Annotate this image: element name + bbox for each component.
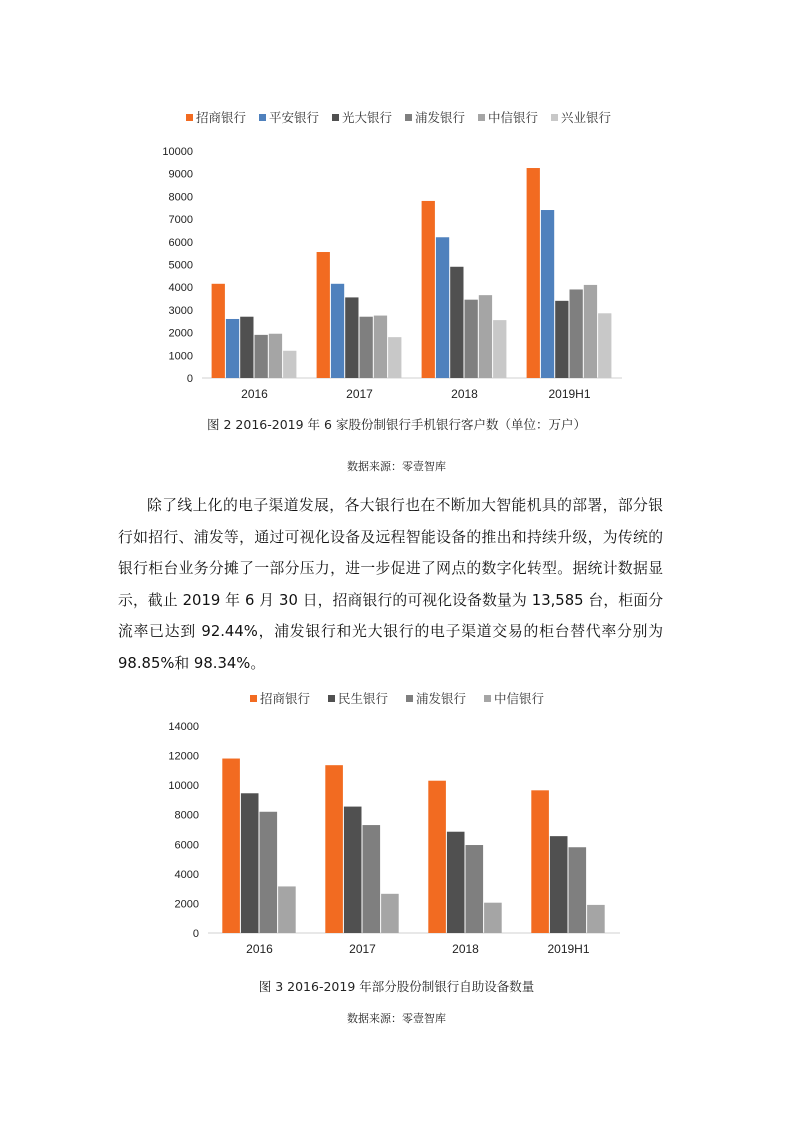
legend-label: 招商银行: [260, 692, 311, 706]
legend-swatch: [484, 695, 491, 702]
legend-swatch: [551, 114, 558, 121]
bar: [360, 317, 373, 378]
bar: [569, 847, 587, 933]
bar: [531, 790, 549, 933]
bar: [436, 237, 449, 378]
bank-app-customers-chart: [0, 100, 793, 500]
legend-label: 兴业银行: [561, 111, 612, 125]
bar: [447, 832, 465, 933]
y-tick-label: 2000: [168, 327, 193, 340]
bar: [479, 295, 492, 378]
y-tick-label: 6000: [174, 839, 199, 852]
y-tick-label: 10000: [168, 780, 199, 793]
bar: [428, 781, 446, 933]
x-tick-label: 2017: [346, 387, 373, 401]
y-tick-label: 5000: [168, 259, 193, 272]
bar: [527, 168, 540, 378]
bar: [450, 267, 463, 378]
y-tick-label: 10000: [162, 146, 193, 158]
bar: [541, 210, 554, 378]
bar: [465, 300, 478, 378]
y-tick-label: 2000: [174, 898, 199, 911]
bar: [241, 793, 259, 933]
bar: [344, 807, 362, 933]
legend-swatch: [250, 695, 257, 702]
y-tick-label: 8000: [168, 191, 193, 204]
bar: [325, 765, 343, 933]
legend-swatch: [405, 114, 412, 121]
x-tick-label: 2017: [349, 942, 376, 956]
bar: [222, 759, 240, 933]
bar: [317, 252, 330, 378]
bar: [260, 812, 278, 933]
figure-3-caption: 图 3 2016-2019 年部分股份制银行自助设备数量: [258, 979, 535, 994]
bar: [422, 201, 435, 378]
legend-swatch: [478, 114, 485, 121]
y-tick-label: 7000: [168, 214, 193, 227]
bar: [283, 351, 296, 378]
bar: [212, 284, 225, 378]
self-service-devices-chart: [0, 680, 793, 970]
y-tick-label: 12000: [168, 750, 199, 763]
x-tick-label: 2018: [451, 387, 478, 401]
bar: [269, 334, 282, 378]
legend-swatch: [406, 695, 413, 702]
legend-label: 招商银行: [196, 111, 247, 125]
y-tick-label: 3000: [168, 304, 193, 317]
x-tick-label: 2018: [452, 942, 479, 956]
bar: [555, 301, 568, 378]
figure-2-source: 数据来源：零壹智库: [347, 460, 446, 473]
x-tick-label: 2019H1: [548, 387, 591, 401]
legend-label: 光大银行: [342, 111, 393, 125]
x-tick-label: 2016: [241, 387, 268, 401]
y-tick-label: 14000: [168, 721, 199, 733]
bar: [484, 903, 502, 933]
bar: [493, 320, 506, 378]
bar: [466, 845, 484, 933]
bar: [587, 905, 605, 933]
bar: [278, 886, 296, 933]
bar: [570, 289, 583, 378]
bar: [331, 284, 344, 378]
legend-label: 民生银行: [338, 692, 389, 706]
figure-2-caption: 图 2 2016-2019 年 6 家股份制银行手机银行客户数（单位：万户）: [207, 417, 586, 432]
bar: [374, 316, 387, 378]
x-tick-label: 2019H1: [547, 942, 590, 956]
legend-swatch: [259, 114, 266, 121]
y-tick-label: 8000: [174, 809, 199, 822]
bar: [226, 319, 239, 378]
bar: [240, 317, 253, 378]
legend-label: 中信银行: [488, 111, 539, 125]
legend-label: 中信银行: [494, 692, 545, 706]
bar: [345, 297, 358, 378]
y-tick-label: 4000: [168, 282, 193, 295]
y-tick-label: 1000: [168, 350, 193, 363]
legend-swatch: [186, 114, 193, 121]
y-tick-label: 0: [186, 373, 193, 385]
y-tick-label: 0: [192, 928, 199, 940]
x-tick-label: 2016: [246, 942, 273, 956]
y-tick-label: 6000: [168, 236, 193, 249]
y-tick-label: 4000: [174, 868, 199, 881]
figure-3-source: 数据来源：零壹智库: [347, 1012, 446, 1025]
legend-swatch: [332, 114, 339, 121]
legend-label: 平安银行: [269, 111, 320, 125]
legend-swatch: [328, 695, 335, 702]
bar: [255, 335, 268, 378]
bar: [381, 894, 399, 933]
bar: [363, 825, 381, 933]
legend-label: 浦发银行: [415, 111, 466, 125]
bar: [388, 337, 401, 378]
body-paragraph: 除了线上化的电子渠道发展，各大银行也在不断加大智能机具的部署，部分银行如招行、浦发等，通过可视化设备及远程智能设备的推出和持续升级，为传统的银行柜台业务分摊了一部分压力，进一步促进了网点的数字化转型。据统计数据显示，截止 2019 年 6 月 30 日，招商银行的可视化设备数量为 13,585 台，柜面分流率已达到 92.44%，浦发银行和光大银行的电子渠道交易的柜台替代率分别为 98.85%和 98.34%。: [118, 497, 663, 672]
y-tick-label: 9000: [168, 168, 193, 181]
bar: [584, 285, 597, 378]
bar: [598, 313, 611, 378]
legend-label: 浦发银行: [416, 692, 467, 706]
bar: [550, 836, 568, 933]
